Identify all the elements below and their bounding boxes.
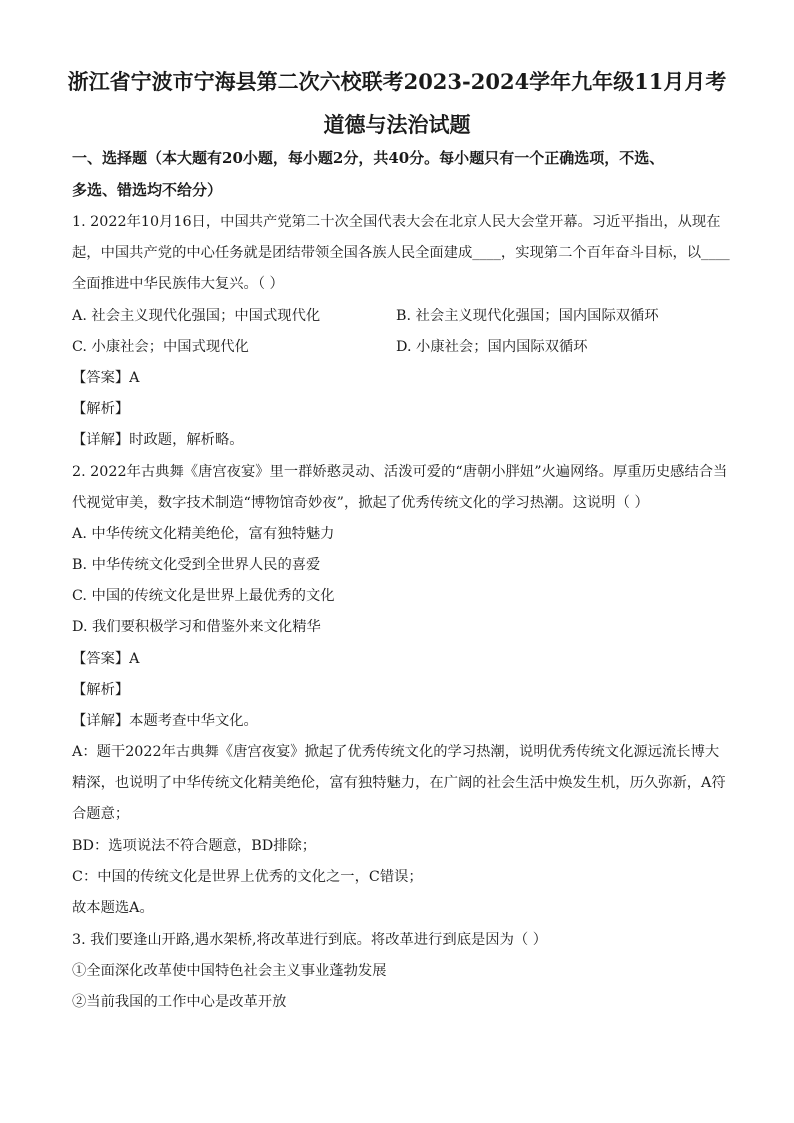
q1-option-d: D. 小康社会；国内国际双循环 xyxy=(396,339,588,355)
q1-answer: 【答案】A xyxy=(72,370,140,386)
q1-detail: 【详解】时政题，解析略。 xyxy=(72,432,244,448)
q1-stem-line2: 起，中国共产党的中心任务就是团结带领全国各族人民全面建成____，实现第二个百年奋斗目标，以____ xyxy=(72,245,730,261)
q2-stem-line2: 代视觉审美，数字技术制造“博物馆奇妙夜”，掀起了优秀传统文化的学习热潮。这说明（ ） xyxy=(72,495,649,511)
q2-explanation-line2: 精深，也说明了中华传统文化精美绝伦，富有独特魅力，在广阔的社会生活中焕发生机，历久弥新，A符 xyxy=(72,775,726,791)
page-title: 浙江省宁波市宁海县第二次六校联考2023-2024学年九年级11月月考 xyxy=(67,69,727,94)
q3-stem: 3. 我们要逢山开路,遇水架桥,将改革进行到底。将改革进行到底是因为（ ） xyxy=(72,932,548,948)
q2-stem-line1: 2. 2022年古典舞《唐宫夜宴》里一群娇憨灵动、活泼可爱的“唐朝小胖妞”火遍网络。厚重历史感结合当 xyxy=(72,464,728,480)
section-heading-cont: 多选、错选均不给分） xyxy=(72,181,223,199)
q2-explanation-line4: BD：选项说法不符合题意，BD排除； xyxy=(72,838,317,854)
q1-option-c: C. 小康社会；中国式现代化 xyxy=(72,339,249,355)
q1-option-b: B. 社会主义现代化强国；国内国际双循环 xyxy=(396,308,659,324)
q2-analysis-label: 【解析】 xyxy=(72,682,130,698)
page-subtitle: 道德与法治试题 xyxy=(323,112,471,137)
q3-item-1: ①全面深化改革使中国特色社会主义事业蓬勃发展 xyxy=(72,963,387,979)
q3-item-2: ②当前我国的工作中心是改革开放 xyxy=(72,994,287,1010)
q2-detail: 【详解】本题考查中华文化。 xyxy=(72,713,258,729)
q2-answer: 【答案】A xyxy=(72,651,140,667)
section-heading: 一、选择题（本大题有20小题，每小题2分，共40分。每小题只有一个正确选项，不选、 xyxy=(72,149,665,167)
q2-option-d: D. 我们要积极学习和借鉴外来文化精华 xyxy=(72,619,321,635)
q1-analysis-label: 【解析】 xyxy=(72,401,130,417)
q1-option-a: A. 社会主义现代化强国；中国式现代化 xyxy=(72,308,321,324)
q2-option-c: C. 中国的传统文化是世界上最优秀的文化 xyxy=(72,588,335,604)
q2-explanation-line1: A：题干2022年古典舞《唐宫夜宴》掀起了优秀传统文化的学习热潮，说明优秀传统文化源远流长博大 xyxy=(72,744,720,760)
q2-option-b: B. 中华传统文化受到全世界人民的喜爱 xyxy=(72,557,321,573)
q2-conclusion: 故本题选A。 xyxy=(72,900,154,916)
q2-explanation-line5: C：中国的传统文化是世界上优秀的文化之一，C错误； xyxy=(72,869,423,885)
q2-explanation-line3: 合题意； xyxy=(72,806,130,822)
q2-option-a: A. 中华传统文化精美绝伦，富有独特魅力 xyxy=(72,526,335,542)
q1-stem-line3: 全面推进中华民族伟大复兴。（ ） xyxy=(72,276,284,292)
q1-stem-line1: 1. 2022年10月16日，中国共产党第二十次全国代表大会在北京人民大会堂开幕。习近平指出，从现在 xyxy=(72,214,721,230)
